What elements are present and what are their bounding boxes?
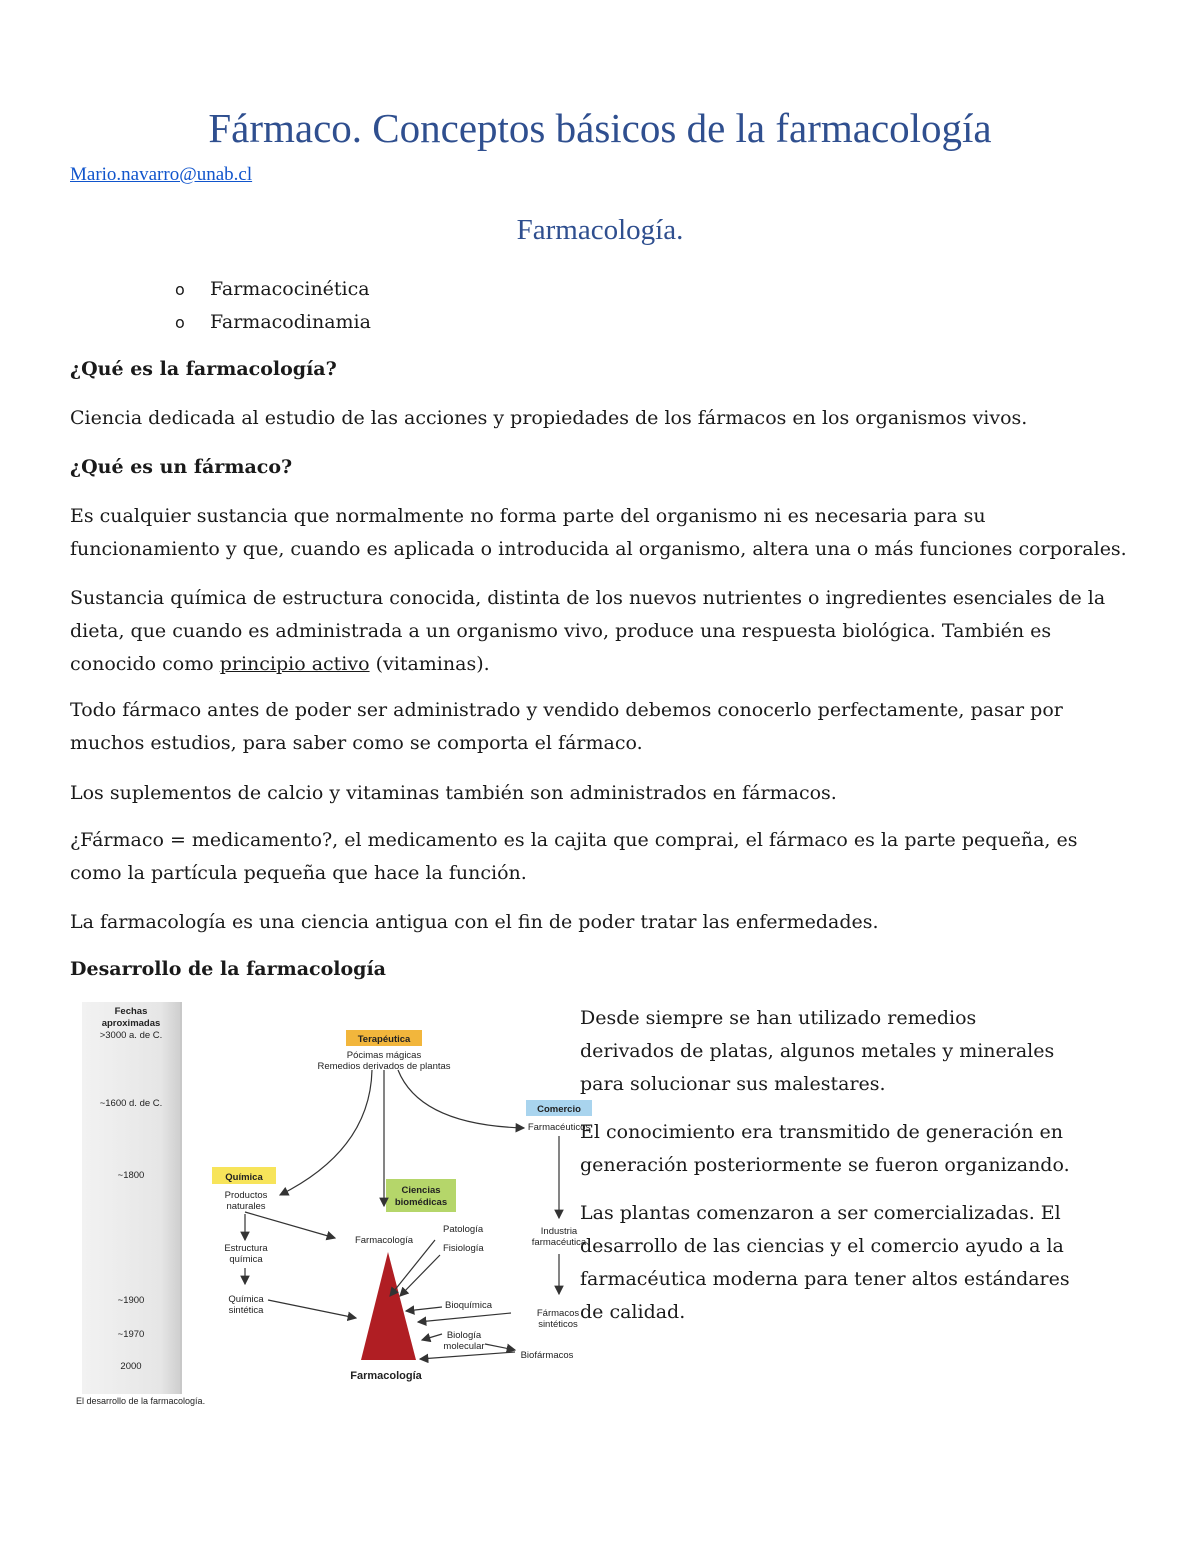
arrow-bioquimica-to-triangle <box>406 1307 442 1311</box>
biomedicas-label: biomédicas <box>394 1197 448 1208</box>
quimica-sintetica-label: Química <box>228 1294 264 1305</box>
page-title: Fármaco. Conceptos básicos de la farmacología <box>208 105 992 151</box>
arrow-biologia-to-triangle <box>422 1334 442 1340</box>
timeline-date: >3000 a. de C. <box>99 1030 163 1041</box>
timeline-date: ~1600 d. de C. <box>99 1098 163 1109</box>
list-item-label: Farmacocinética <box>210 278 370 300</box>
paragraph-conocimiento: El conocimiento era transmitido de generación en generación posteriormente se fueron organizando. <box>580 1121 1070 1176</box>
timeline-header: aproximadas <box>101 1018 161 1029</box>
answer-farmacologia: Ciencia dedicada al estudio de las acciones y propiedades de los fármacos en los organismos vivos. <box>70 407 1028 429</box>
bullet-icon: o <box>175 313 185 332</box>
principio-activo-term: principio activo <box>219 653 370 675</box>
timeline-date: ~1800 <box>117 1170 145 1181</box>
industria-label: Industria <box>540 1226 578 1237</box>
section-subtitle: Farmacología. <box>516 214 684 246</box>
farmacologia-triangle <box>361 1252 416 1360</box>
timeline-date: ~1970 <box>117 1329 145 1340</box>
molecular-label: molecular <box>443 1341 485 1352</box>
pocimas-label: Pócimas mágicas <box>346 1050 422 1061</box>
question-heading-farmaco: ¿Qué es un fármaco? <box>70 456 293 478</box>
list-item <box>175 309 371 342</box>
right-column-text <box>580 1002 1070 1344</box>
arrow-remedios-to-productos <box>280 1070 372 1195</box>
paragraph-sustancia: Sustancia química de estructura conocida, distinta de los nuevos nutrientes o ingredientes esenciales de la dieta, que cuando es administrada a un organismo vivo, produce una respuesta biológica. También es conocido como principio activo (vitaminas). <box>70 587 1106 675</box>
arrow-farmacos-to-triangle <box>418 1313 511 1322</box>
topics-list <box>175 276 371 342</box>
comercio-label: Comercio <box>537 1104 581 1115</box>
bullet-icon: o <box>175 280 185 299</box>
question-heading-farmacologia: ¿Qué es la farmacología? <box>70 358 337 380</box>
biofarmacos-label: Biofármacos <box>520 1350 574 1361</box>
paragraph-plantas: Las plantas comenzaron a ser comercializadas. El desarrollo de las ciencias y el comercio ayudo a la farmacéutica moderna para tener altos estándares de calidad. <box>580 1202 1070 1323</box>
patologia-label: Patología <box>443 1224 484 1235</box>
fisiologia-label: Fisiología <box>443 1243 484 1254</box>
farmaceuticos-label: Farmacéuticos <box>527 1122 591 1133</box>
list-item <box>175 276 371 309</box>
farmaceutica-label: farmacéutica <box>531 1237 587 1248</box>
biologia-label: Biología <box>446 1330 482 1341</box>
paragraph-definition: Es cualquier sustancia que normalmente no forma parte del organismo ni es necesaria para su funcionamiento y que, cuando es aplicada o introducida al organismo, altera una o más funciones corporales. <box>70 505 1127 560</box>
arrow-remedios-to-farmaceuticos <box>398 1070 524 1128</box>
sintetica-label: sintética <box>228 1305 264 1316</box>
productos-label: Productos <box>224 1190 268 1201</box>
productos-label: naturales <box>226 1201 266 1212</box>
quimica-estructura-label: química <box>229 1254 263 1265</box>
farmacologia-development-diagram <box>70 1000 610 1410</box>
arrow-biologia-to-biofarmacos <box>485 1344 515 1350</box>
farmacologia-big-label: Farmacología <box>350 1370 422 1382</box>
paragraph-remedios: Desde siempre se han utilizado remedios derivados de platas, algunos metales y minerales para solucionar sus malestares. <box>580 1007 1055 1095</box>
ciencias-label: Ciencias <box>401 1185 441 1196</box>
list-item-label: Farmacodinamia <box>210 311 371 333</box>
bioquimica-label: Bioquímica <box>445 1300 492 1311</box>
paragraph-medicamento: ¿Fármaco = medicamento?, el medicamento es la cajita que comprai, el fármaco es la parte pequeña, es como la partícula pequeña que hace la función. <box>70 829 1078 884</box>
arrow-quimica-sintetica-to-triangle <box>268 1300 356 1318</box>
figure-caption: El desarrollo de la farmacología. <box>76 1396 206 1406</box>
paragraph-administrado: Todo fármaco antes de poder ser administrado y vendido debemos conocerlo perfectamente, pasar por muchos estudios, para saber como se comporta el fármaco. <box>70 699 1063 754</box>
timeline-date: 2000 <box>120 1361 142 1372</box>
remedios-label: Remedios derivados de plantas <box>317 1061 451 1072</box>
quimica-label: Química <box>225 1172 263 1183</box>
farmacos-sinteticos-label: Fármacos <box>536 1308 580 1319</box>
section-heading-desarrollo: Desarrollo de la farmacología <box>70 958 386 980</box>
arrow-biofarmacos-to-triangle <box>420 1352 515 1359</box>
farmacologia-small-label: Farmacología <box>354 1235 414 1246</box>
author-email-link[interactable]: Mario.navarro@unab.cl <box>70 164 253 185</box>
timeline-date: ~1900 <box>117 1295 145 1306</box>
timeline-header: Fechas <box>114 1006 148 1017</box>
diagram-svg <box>70 1000 610 1410</box>
paragraph-ciencia-antigua: La farmacología es una ciencia antigua con el fin de poder tratar las enfermedades. <box>70 911 879 933</box>
sinteticos-label: sintéticos <box>538 1319 578 1330</box>
arrow-patologia-to-triangle <box>390 1240 435 1296</box>
arrow-productos-to-farmacologia <box>245 1212 335 1238</box>
estructura-label: Estructura <box>224 1243 268 1254</box>
paragraph-suplementos: Los suplementos de calcio y vitaminas también son administrados en fármacos. <box>70 782 837 804</box>
terapeutica-label: Terapéutica <box>357 1034 411 1045</box>
